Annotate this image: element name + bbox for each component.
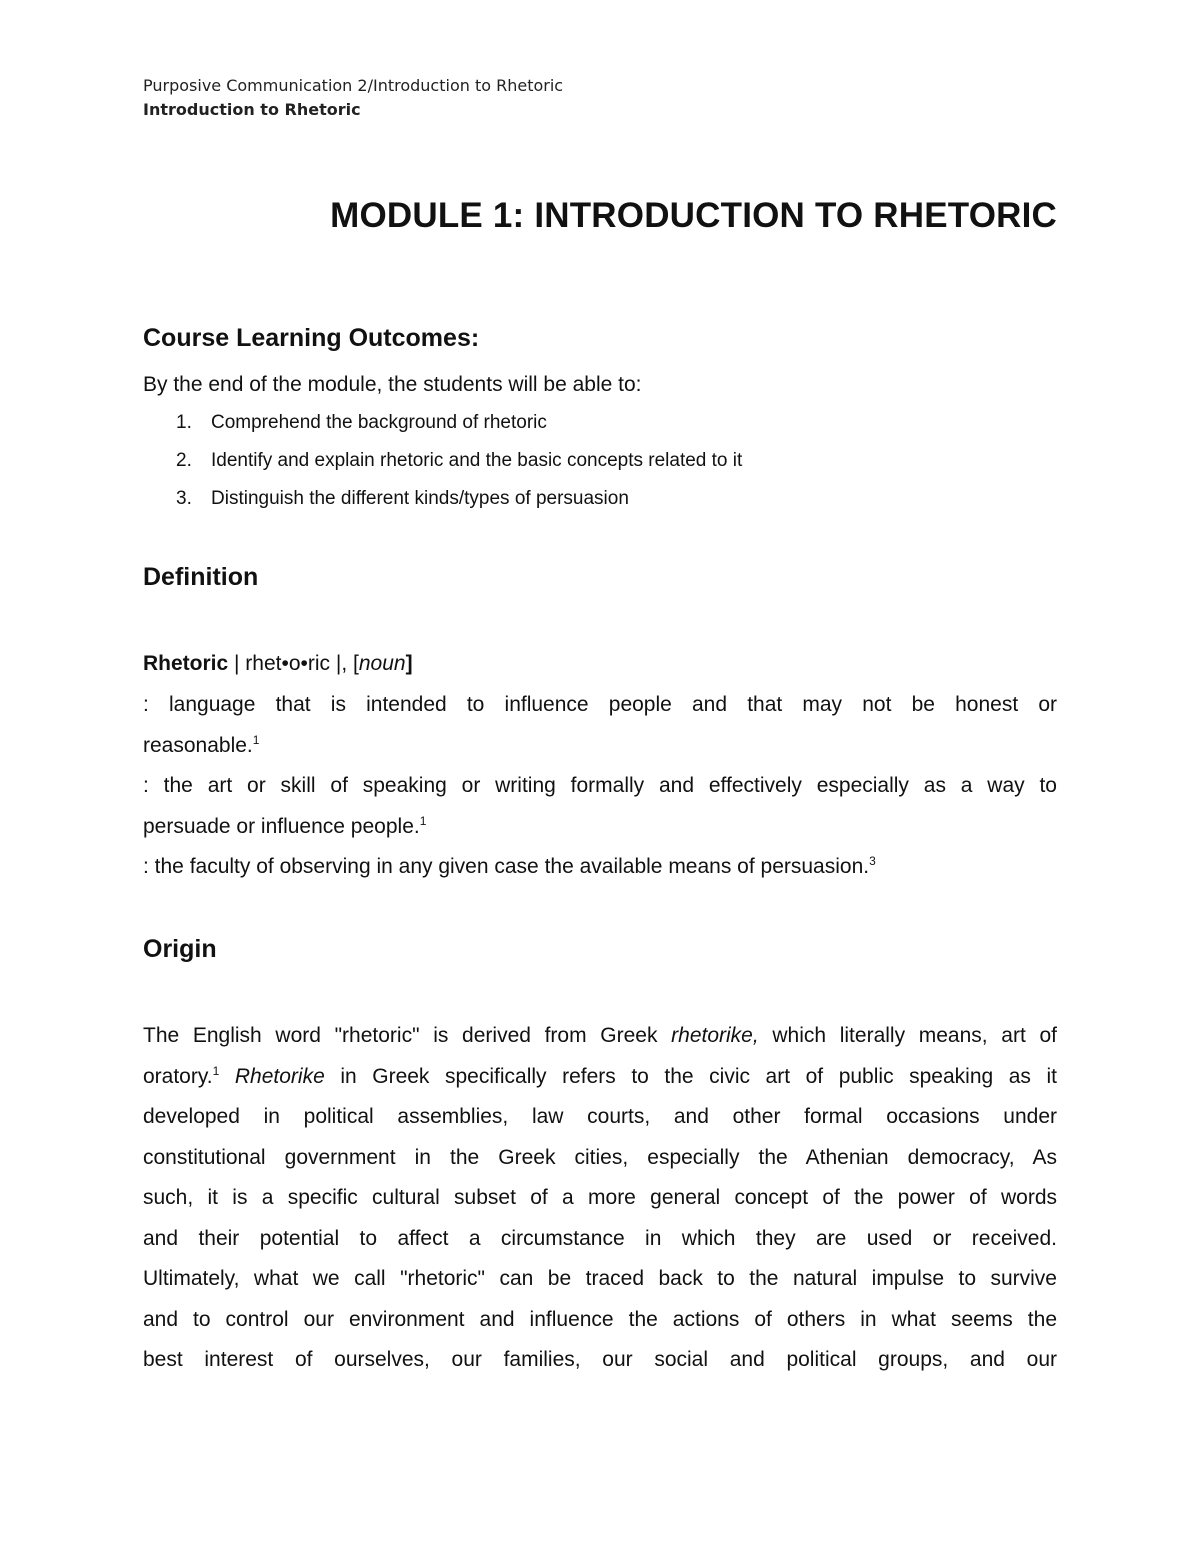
paragraph-line: developed in political assemblies, law courts, and other formal occasions under bbox=[143, 1105, 1057, 1128]
definition-heading: Definition bbox=[143, 563, 259, 591]
pronunciation: | rhet•o•ric |, [ bbox=[228, 652, 359, 675]
text-run: oratory. bbox=[143, 1064, 213, 1088]
outcomes-list bbox=[176, 404, 742, 518]
definition-term: Rhetoric bbox=[143, 652, 229, 675]
italic-term: Rhetorike bbox=[234, 1064, 325, 1088]
paragraph-line: such, it is a specific cultural subset of a more general concept of the power of words bbox=[143, 1186, 1057, 1209]
definition-line bbox=[143, 847, 1057, 888]
text-run: The English word "rhetoric" is derived from Greek bbox=[143, 1024, 672, 1047]
paragraph-line bbox=[143, 1016, 1057, 1057]
origin-heading: Origin bbox=[143, 935, 217, 963]
definition-text: : the faculty of observing in any given case the available means of persuasion. bbox=[143, 855, 870, 878]
definition-line: : language that is intended to influence people and that may not be honest or bbox=[143, 693, 1057, 716]
running-header bbox=[143, 74, 563, 122]
paragraph-line: best interest of ourselves, our families, our social and political groups, and our bbox=[143, 1348, 1057, 1371]
list-item bbox=[176, 442, 742, 480]
text-run: in Greek specifically refers to the civic art of public speaking as it bbox=[324, 1064, 1057, 1088]
footnote-ref: 1 bbox=[212, 1063, 220, 1078]
paragraph-line: and to control our environment and influence the actions of others in what seems the bbox=[143, 1307, 1057, 1331]
footnote-ref: 1 bbox=[252, 732, 260, 747]
definition-term-line bbox=[143, 644, 413, 684]
header-topic-line: Introduction to Rhetoric bbox=[143, 100, 361, 119]
list-item bbox=[176, 480, 742, 518]
definition-senses bbox=[143, 685, 1057, 888]
definition-text: reasonable. bbox=[143, 733, 253, 757]
list-number: 2. bbox=[176, 450, 192, 471]
italic-term: rhetorike, bbox=[671, 1024, 759, 1047]
pos-bracket: ] bbox=[405, 652, 413, 675]
header-course-line: Purposive Communication 2/Introduction to Rhetoric bbox=[143, 76, 564, 95]
definition-line: : the art or skill of speaking or writing formally and effectively especially as a way to bbox=[143, 774, 1057, 797]
list-text: Distinguish the different kinds/types of persuasion bbox=[211, 488, 629, 509]
paragraph-line: Ultimately, what we call "rhetoric" can be traced back to the natural impulse to survive bbox=[143, 1267, 1057, 1290]
module-title: MODULE 1: INTRODUCTION TO RHETORIC bbox=[330, 196, 1057, 235]
part-of-speech: noun bbox=[358, 652, 406, 675]
outcomes-intro: By the end of the module, the students will be able to: bbox=[143, 373, 642, 396]
footnote-ref: 3 bbox=[869, 854, 876, 868]
list-text: Comprehend the background of rhetoric bbox=[211, 412, 547, 433]
definition-text: persuade or influence people. bbox=[143, 814, 420, 838]
list-text: Identify and explain rhetoric and the basic concepts related to it bbox=[211, 450, 743, 471]
outcomes-heading: Course Learning Outcomes: bbox=[143, 324, 480, 352]
list-item bbox=[176, 404, 742, 442]
paragraph-line: and their potential to affect a circumstance in which they are used or received. bbox=[143, 1226, 1057, 1250]
origin-paragraph bbox=[143, 1016, 1057, 1381]
definition-line bbox=[143, 807, 1057, 848]
footnote-ref: 1 bbox=[419, 813, 427, 828]
paragraph-line bbox=[143, 1057, 1057, 1098]
definition-line bbox=[143, 726, 1057, 767]
list-number: 1. bbox=[176, 412, 192, 433]
paragraph-line: constitutional government in the Greek cities, especially the Athenian democracy, As bbox=[143, 1145, 1057, 1169]
text-run: which literally means, art of bbox=[758, 1024, 1057, 1047]
list-number: 3. bbox=[176, 488, 192, 509]
